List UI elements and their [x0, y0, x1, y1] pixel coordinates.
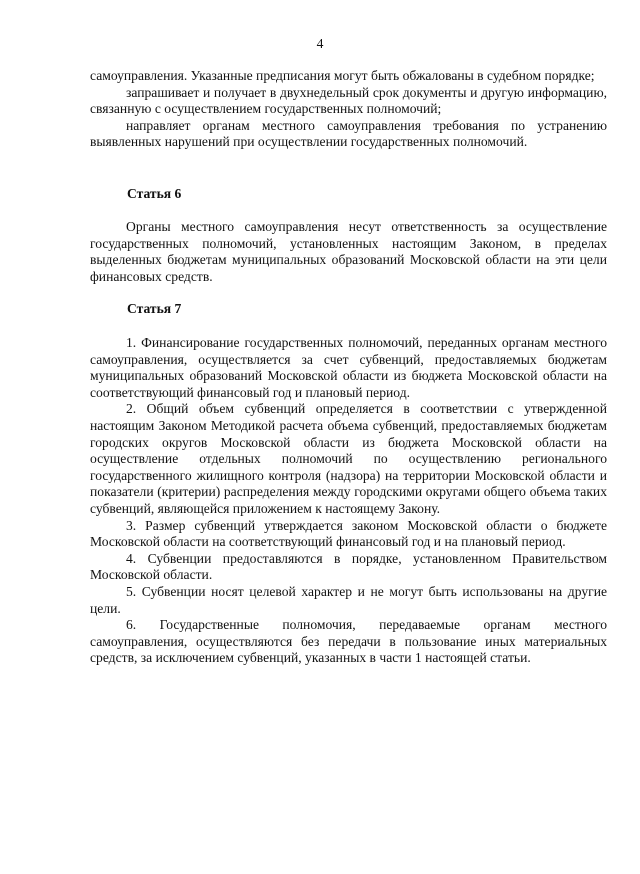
paragraph: самоуправления. Указанные предписания могут быть обжалованы в судебном порядке; [90, 68, 595, 83]
article-6-heading: Статья 6 [127, 186, 182, 201]
article-7-heading: Статья 7 [127, 301, 182, 316]
article-7-body [90, 335, 607, 667]
paragraph: 3. Размер субвенций утверждается законом Московской области о бюджете Московской области на соответствующий финансовый год и на плановый период. [90, 517, 607, 550]
article-6-body [90, 219, 607, 285]
paragraph: 1. Финансирование государственных полномочий, переданных органам местного самоуправления, осуществляется за счет субвенций, предоставляемых бюджетам муниципальных образований Московской области из бюджета Московской области на соответствующий финансовый год и плановый период. [90, 335, 607, 400]
paragraph: направляет органам местного самоуправления требования по устранению выявленных нарушений при осуществлении государственных полномочий. [90, 117, 607, 150]
paragraph: Органы местного самоуправления несут ответственность за осуществление государственных полномочий, установленных настоящим Законом, в пределах выделенных бюджетам муниципальных образований Московской области на эти цели финансовых средств. [90, 219, 607, 284]
intro-section [90, 68, 607, 151]
paragraph: 2. Общий объем субвенций определяется в соответствии с утвержденной настоящим Законом Методикой расчета объема субвенций, предоставляемых бюджетам городских округов Московской области из бюджета Московской области на осуществление отдельных полномочий по осуществлению регионального государственного жилищного контроля (надзора) на территории Московской области и показатели (критерии) распределения между городскими округами общего объема таких субвенций, являющейся приложением к настоящему Закону. [90, 401, 607, 516]
paragraph: 5. Субвенции носят целевой характер и не могут быть использованы на другие цели. [90, 583, 607, 616]
paragraph: 6. Государственные полномочия, передаваемые органам местного самоуправления, осуществляются без передачи в пользование иных материальных средств, за исключением субвенций, указанных в части 1 настоящей статьи. [90, 617, 607, 666]
paragraph: 4. Субвенции предоставляются в порядке, установленном Правительством Московской области. [90, 550, 607, 583]
page-number: 4 [316, 36, 324, 51]
paragraph: запрашивает и получает в двухнедельный срок документы и другую информацию, связанную с осуществлением государственных полномочий; [90, 84, 607, 117]
